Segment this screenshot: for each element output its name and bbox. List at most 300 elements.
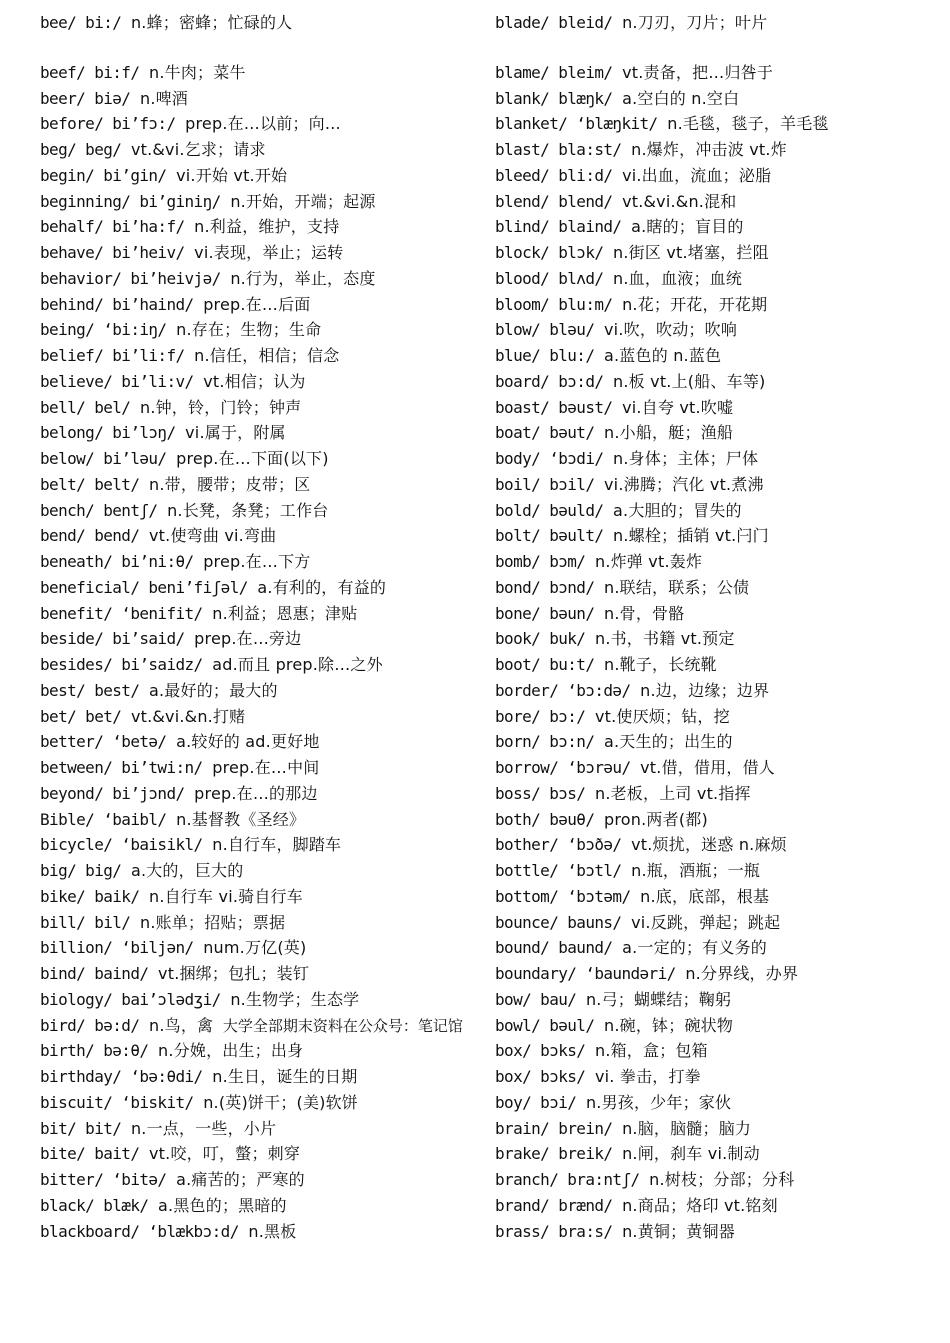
entry-content — [495, 1067, 701, 1086]
entry-meaning: n.板 vt.上(船、车等) — [613, 371, 766, 391]
entry-meaning: vi.出血，流血；泌脂 — [622, 165, 772, 185]
entry-content — [40, 758, 320, 777]
entry-content — [40, 835, 341, 854]
entry-word: big/ big/ — [40, 861, 122, 880]
entry-word: blank/ blæŋk/ — [495, 88, 613, 108]
entry-content — [40, 1144, 300, 1163]
entry-content — [40, 398, 301, 417]
entry-content — [495, 295, 767, 314]
entry-word: belief/ bi’li:f/ — [40, 346, 185, 365]
entry-meaning: n.钟，铃，门铃；钟声 — [139, 397, 302, 417]
entry-content — [40, 655, 383, 674]
entry-meaning: n.箱，盒；包箱 — [594, 1041, 708, 1061]
entry-word: bloom/ blu:m/ — [495, 294, 613, 314]
entry-word: below/ bi’ləu/ — [40, 449, 167, 468]
vocab-entry — [40, 575, 490, 601]
entry-word: black/ blæk/ — [40, 1195, 149, 1215]
entry-content — [40, 681, 278, 700]
entry-content — [495, 423, 733, 442]
entry-word: body/ ‘bɔdi/ — [495, 449, 604, 468]
vocab-entry — [495, 935, 940, 961]
entry-content — [40, 295, 310, 314]
entry-meaning: vt.责备，把…归咎于 — [622, 62, 774, 82]
entry-word: boot/ bu:t/ — [495, 655, 595, 674]
entry-meaning: n.存在；生物；生命 — [176, 320, 322, 340]
entry-word: bend/ bend/ — [40, 526, 140, 546]
entry-meaning: n.一点，一些，小片 — [130, 1118, 277, 1138]
entry-content — [40, 192, 376, 211]
entry-meaning: vt.烦扰，迷惑 n.麻烦 — [631, 835, 787, 855]
entry-word: box/ bɔks/ — [495, 1067, 586, 1086]
vocab-entry — [40, 1193, 490, 1219]
vocab-entry — [495, 214, 940, 240]
entry-meaning: num.万亿(英) — [203, 938, 307, 958]
vocab-entry — [40, 1116, 490, 1142]
entry-word: before/ bi’fɔ:/ — [40, 114, 176, 134]
entry-meaning: n.行为，举止，态度 — [230, 268, 376, 288]
vocab-entry — [495, 781, 940, 807]
entry-meaning: a.有利的，有益的 — [257, 577, 387, 597]
entry-meaning: n.带，腰带；皮带；区 — [149, 474, 311, 494]
entry-word: bet/ bet/ — [40, 706, 122, 726]
entry-word: beneficial/ beni’fiʃəl/ — [40, 577, 248, 597]
entry-content — [495, 114, 829, 133]
entry-meaning: vt.使厌烦；钻，挖 — [594, 706, 730, 726]
entry-content — [40, 784, 318, 803]
vocab-entry — [40, 395, 490, 421]
vocab-entry — [40, 652, 490, 678]
entry-meaning: prep.在…下面(以下) — [176, 449, 329, 468]
entry-word: bleed/ bli:d/ — [495, 165, 613, 185]
vocab-entry — [495, 832, 940, 858]
vocab-entry — [495, 317, 940, 343]
entry-word: bolt/ bəult/ — [495, 526, 604, 546]
vocab-entry — [40, 420, 490, 446]
entry-word: begin/ bi’gin/ — [40, 165, 167, 185]
vocab-entry — [495, 884, 940, 910]
entry-content — [495, 192, 737, 211]
entry-content — [495, 604, 684, 623]
entry-content — [495, 938, 767, 957]
entry-word: blanket/ ‘blæŋkit/ — [495, 114, 658, 134]
entry-word: boundary/ ‘baundəri/ — [495, 964, 676, 983]
entry-word: behavior/ bi’heivjə/ — [40, 268, 221, 288]
entry-word: beneath/ bi’ni:θ/ — [40, 552, 194, 571]
entry-word: bit/ bit/ — [40, 1118, 122, 1138]
entry-meaning: n.街区 vt.堵塞，拦阻 — [613, 243, 769, 262]
vocab-entry — [40, 910, 490, 936]
entry-meaning: n.生日，诞生的日期 — [212, 1067, 358, 1086]
entry-word: behind/ bi’haind/ — [40, 294, 194, 314]
entry-content — [40, 913, 285, 932]
vocab-entry — [495, 910, 940, 936]
vocab-entry — [495, 575, 940, 601]
vocab-entry — [40, 858, 490, 884]
entry-word: bite/ bait/ — [40, 1144, 140, 1164]
entry-meaning: n.牛肉；菜牛 — [149, 62, 246, 82]
entry-content — [40, 707, 245, 726]
entry-content — [40, 320, 321, 339]
entry-content — [40, 372, 306, 391]
entry-content — [495, 964, 798, 983]
entry-meaning: ad.而且 prep.除…之外 — [212, 655, 383, 674]
entry-content — [40, 114, 341, 133]
entry-meaning: n.自行车，脚踏车 — [212, 835, 342, 855]
entry-content — [495, 243, 769, 262]
vocab-entry — [40, 832, 490, 858]
entry-word: bond/ bɔnd/ — [495, 577, 595, 597]
vocab-entry — [40, 163, 490, 189]
entry-word: boast/ bəust/ — [495, 397, 613, 417]
entry-word: bike/ baik/ — [40, 886, 140, 906]
entry-meaning: n.黄铜；黄铜器 — [622, 1221, 735, 1241]
vocab-entry — [495, 1116, 940, 1142]
vocab-entry — [40, 549, 490, 575]
vocab-entry — [40, 1013, 490, 1039]
entry-content — [495, 552, 702, 571]
vocab-entry — [495, 678, 940, 704]
vocab-entry — [495, 266, 940, 292]
entry-meaning: prep.在…后面 — [203, 294, 311, 314]
entry-content — [495, 1119, 751, 1138]
entry-content — [40, 501, 329, 520]
entry-word: bold/ bəuld/ — [495, 500, 604, 520]
entry-meaning: n.花；开花，开花期 — [622, 294, 768, 314]
entry-meaning: n.联结，联系；公债 — [604, 577, 750, 597]
vocab-entry — [495, 1193, 940, 1219]
vocab-entry — [40, 498, 490, 524]
vocab-entry — [495, 292, 940, 318]
entry-word: branch/ bra:ntʃ/ — [495, 1170, 640, 1189]
vocab-entry — [40, 807, 490, 833]
entry-meaning: n.血，血液；血统 — [613, 268, 743, 288]
entry-word: believe/ bi’li:v/ — [40, 371, 194, 391]
entry-content — [495, 449, 758, 468]
entry-content — [40, 475, 310, 494]
vocab-entry — [40, 987, 490, 1013]
vocab-entry — [495, 961, 940, 987]
entry-word: boss/ bɔs/ — [495, 783, 586, 803]
entry-meaning: n.骨，骨骼 — [604, 603, 685, 623]
entry-meaning: n.商品；烙印 vt.铭刻 — [622, 1195, 778, 1215]
entry-word: blame/ bleim/ — [495, 62, 613, 82]
entry-content — [40, 604, 357, 623]
entry-meaning: n.基督教《圣经》 — [176, 809, 306, 829]
vocab-entry — [495, 1141, 940, 1167]
vocab-entry — [495, 420, 940, 446]
vocab-entry — [40, 86, 490, 112]
vocab-entry — [495, 652, 940, 678]
entry-word: blood/ blʌd/ — [495, 268, 604, 288]
entry-content — [40, 13, 293, 44]
entry-meaning: n.生物学；生态学 — [230, 989, 360, 1009]
vocab-entry — [495, 137, 940, 163]
vocab-entry — [40, 935, 490, 961]
entry-content — [495, 346, 721, 365]
vocab-entry — [495, 189, 940, 215]
entry-content — [495, 526, 769, 545]
entry-content — [40, 1222, 296, 1241]
entry-word: bottle/ ‘bɔtl/ — [495, 861, 622, 880]
entry-content — [40, 732, 320, 751]
entry-meaning: a.最好的；最大的 — [149, 680, 278, 700]
entry-meaning: a.一定的；有义务的 — [622, 938, 767, 958]
entry-meaning: vi.表现，举止；运转 — [194, 243, 344, 262]
entry-content — [495, 398, 733, 417]
entry-word: behalf/ bi’ha:f/ — [40, 217, 185, 237]
vocab-entry — [495, 549, 940, 575]
vocab-entry — [40, 137, 490, 163]
entry-content — [495, 655, 717, 674]
entry-meaning: n.男孩，少年；家伙 — [585, 1092, 732, 1112]
entry-word: belt/ belt/ — [40, 474, 140, 494]
entry-meaning: prep.在…下方 — [203, 552, 311, 571]
vocab-entry — [40, 1167, 490, 1193]
entry-content — [495, 990, 731, 1009]
entry-meaning: n.(英)饼干；(美)软饼 — [203, 1092, 358, 1112]
entry-meaning: prep.在…中间 — [212, 758, 320, 777]
entry-meaning: n.书，书籍 vt.预定 — [594, 629, 735, 649]
entry-content — [495, 166, 771, 185]
entry-meaning: a.大的，巨大的 — [130, 861, 244, 880]
vocab-entry — [40, 678, 490, 704]
entry-meaning: n.分娩，出生；出身 — [158, 1041, 304, 1061]
entry-meaning: a.空白的 n.空白 — [622, 88, 740, 108]
entry-content — [40, 89, 188, 108]
vocab-entry — [495, 1038, 940, 1064]
entry-word: billion/ ‘biljən/ — [40, 938, 194, 958]
entry-content — [495, 1144, 760, 1163]
entry-content — [495, 89, 739, 108]
entry-meaning: pron.两者(都) — [604, 809, 708, 829]
entry-content — [40, 1041, 303, 1060]
entry-word: bicycle/ ‘baisikl/ — [40, 835, 203, 855]
entry-content — [495, 1041, 708, 1060]
vocab-entry — [495, 1219, 940, 1245]
entry-content — [40, 1119, 276, 1138]
entry-meaning: n.鸟，禽 — [149, 1015, 214, 1035]
entry-meaning: n.身体；主体；尸体 — [613, 449, 759, 468]
entry-content — [495, 578, 749, 597]
entry-content — [40, 887, 303, 906]
vocab-entry — [40, 214, 490, 240]
vocab-entry — [495, 1090, 940, 1116]
entry-word: brain/ brein/ — [495, 1118, 613, 1138]
vocab-entry — [40, 755, 490, 781]
vocab-entry — [40, 472, 490, 498]
entry-content — [40, 269, 376, 288]
vocab-entry — [40, 317, 490, 343]
vocab-entry — [495, 1167, 940, 1193]
entry-word: belong/ bi’lɔŋ/ — [40, 423, 176, 443]
entry-word: blackboard/ ‘blækbɔ:d/ — [40, 1221, 239, 1241]
entry-content — [40, 423, 286, 442]
entry-meaning: vi.开始 vt.开始 — [176, 165, 288, 185]
entry-content — [495, 320, 737, 339]
vocab-entry — [40, 343, 490, 369]
entry-content — [495, 475, 764, 494]
vocab-entry — [40, 626, 490, 652]
vocab-entry — [40, 884, 490, 910]
entry-meaning: n.开始，开端；起源 — [230, 191, 376, 211]
entry-word: boy/ bɔi/ — [495, 1092, 577, 1112]
entry-word: brass/ bra:s/ — [495, 1221, 613, 1241]
vocab-entry — [40, 266, 490, 292]
entry-meaning: vi.属于，附属 — [185, 423, 286, 443]
vocab-entry — [495, 240, 940, 266]
entry-word: bomb/ bɔm/ — [495, 552, 586, 571]
entry-meaning: a.蓝色的 n.蓝色 — [604, 346, 722, 365]
entry-word: blind/ blaind/ — [495, 217, 622, 237]
entry-word: boil/ bɔil/ — [495, 474, 595, 494]
entry-word: bench/ bentʃ/ — [40, 500, 158, 520]
entry-content — [40, 578, 386, 597]
entry-content — [495, 681, 769, 700]
entry-meaning: n.利益，维护，支持 — [194, 217, 340, 237]
entry-content — [40, 140, 266, 159]
entry-word: beside/ bi’said/ — [40, 629, 185, 649]
entry-content — [40, 346, 339, 365]
entry-meaning: vt.捆绑；包扎；装钉 — [158, 964, 310, 983]
entry-meaning: n.分界线，办界 — [685, 964, 799, 983]
vocab-entry — [495, 60, 940, 86]
entry-content — [495, 217, 744, 236]
entry-word: beyond/ bi’jɔnd/ — [40, 783, 185, 803]
entry-content — [40, 964, 309, 983]
entry-word: board/ bɔ:d/ — [495, 371, 604, 391]
entry-word: bounce/ bauns/ — [495, 912, 622, 932]
entry-word: biscuit/ ‘biskit/ — [40, 1092, 194, 1112]
entry-content — [40, 1016, 463, 1035]
entry-word: blue/ blu:/ — [495, 346, 595, 365]
entry-word: behave/ bi’heiv/ — [40, 243, 185, 262]
entry-meaning: n.账单；招贴；票据 — [139, 912, 286, 932]
entry-meaning: n.闸，刹车 vi.制动 — [622, 1144, 760, 1164]
vocab-entry — [40, 60, 490, 86]
entry-meaning: n.碗，钵；碗状物 — [604, 1015, 734, 1035]
vocab-entry — [40, 729, 490, 755]
vocab-entry — [495, 369, 940, 395]
entry-word: born/ bɔ:n/ — [495, 732, 595, 752]
entry-content — [40, 1196, 287, 1215]
vocab-entry — [40, 1064, 490, 1090]
entry-word: bound/ baund/ — [495, 938, 613, 958]
entry-content — [495, 269, 742, 288]
entry-meaning: vi.反跳，弹起；跳起 — [631, 912, 781, 932]
vocab-entry — [40, 111, 490, 137]
vocab-entry — [495, 807, 940, 833]
entry-word: both/ bəuθ/ — [495, 809, 595, 829]
vocab-entry — [495, 163, 940, 189]
entry-word: beer/ biə/ — [40, 88, 131, 108]
entry-meaning: n.蜂；密蜂；忙碌的人 — [130, 13, 293, 32]
vocab-entry — [40, 704, 490, 730]
entry-word: besides/ bi’saidz/ — [40, 655, 203, 674]
entry-meaning: vt.&vi.乞求；请求 — [130, 140, 266, 159]
entry-content — [40, 217, 339, 236]
entry-content — [495, 13, 768, 44]
entry-meaning: n.小船，艇；渔船 — [604, 423, 734, 443]
entry-word: blend/ blend/ — [495, 191, 613, 211]
entry-word: bow/ bau/ — [495, 989, 577, 1009]
vocab-entry — [495, 729, 940, 755]
entry-content — [495, 63, 773, 82]
entry-word: best/ best/ — [40, 680, 140, 700]
entry-content — [495, 1222, 735, 1241]
entry-meaning: n.瓶，酒瓶；一瓶 — [631, 861, 761, 880]
entry-content — [40, 449, 329, 468]
vocab-entry — [495, 1064, 940, 1090]
entry-meaning: n.老板，上司 vt.指挥 — [594, 783, 751, 803]
entry-word: birth/ bə:θ/ — [40, 1041, 149, 1061]
entry-word: blade/ bleid/ — [495, 13, 613, 32]
vocab-entry — [40, 1219, 490, 1245]
watermark-note: 大学全部期末资料在公众号：笔记馆 — [222, 1016, 463, 1035]
entry-meaning: prep.在…旁边 — [194, 629, 302, 649]
vocab-entry — [495, 858, 940, 884]
entry-meaning: n.脑，脑髓；脑力 — [622, 1118, 752, 1138]
entry-content — [495, 629, 735, 648]
entry-meaning: vi.吹，吹动；吹响 — [604, 320, 738, 340]
vocab-entry — [495, 395, 940, 421]
entry-meaning: n.啤酒 — [139, 88, 189, 108]
entry-word: brand/ brænd/ — [495, 1195, 613, 1215]
entry-word: beginning/ bi’giniŋ/ — [40, 191, 221, 211]
entry-content — [40, 629, 301, 648]
entry-content — [40, 1093, 358, 1112]
vocab-entry — [495, 13, 940, 60]
entry-content — [40, 810, 305, 829]
entry-content — [40, 990, 359, 1009]
entry-content — [40, 526, 276, 545]
entry-content — [40, 1067, 357, 1086]
entry-content — [495, 732, 733, 751]
entry-word: between/ bi’twi:n/ — [40, 758, 203, 777]
vocab-entry — [495, 704, 940, 730]
vocab-entry — [40, 961, 490, 987]
entry-meaning: n.爆炸，冲击波 vt.炸 — [631, 140, 787, 159]
entry-content — [40, 63, 246, 82]
entry-meaning: n.炸弹 vt.轰炸 — [594, 552, 703, 571]
entry-content — [495, 1170, 794, 1189]
entry-meaning: n.自行车 vi.骑自行车 — [149, 886, 303, 906]
entry-meaning: prep.在…的那边 — [194, 783, 318, 803]
vocab-entry — [40, 523, 490, 549]
entry-word: bowl/ bəul/ — [495, 1015, 595, 1035]
entry-word: block/ blɔk/ — [495, 243, 604, 262]
entry-word: bottom/ ‘bɔtəm/ — [495, 886, 631, 906]
entry-meaning: a.大胆的；冒失的 — [613, 500, 742, 520]
entry-word: bore/ bɔ:/ — [495, 706, 586, 726]
entry-meaning: vt.相信；认为 — [203, 371, 306, 391]
entry-meaning: n.弓；蝴蝶结；鞠躬 — [585, 989, 732, 1009]
vocab-entry — [40, 446, 490, 472]
vocab-entry — [495, 626, 940, 652]
entry-word: bone/ bəun/ — [495, 603, 595, 623]
entry-content — [495, 140, 787, 159]
entry-content — [40, 166, 287, 185]
entry-meaning: vt.借，借用，借人 — [640, 758, 775, 777]
entry-word: being/ ‘bi:iŋ/ — [40, 320, 167, 340]
entry-content — [495, 913, 780, 932]
entry-word: biology/ bai’ɔlədʒi/ — [40, 989, 221, 1009]
entry-content — [40, 1170, 305, 1189]
entry-meaning: n.刀刃，刀片；叶片 — [622, 13, 768, 32]
entry-meaning: prep.在…以前；向… — [185, 114, 342, 134]
entry-meaning: a.较好的 ad.更好地 — [176, 732, 320, 752]
entry-content — [495, 758, 775, 777]
entry-meaning: n.黑板 — [248, 1221, 297, 1241]
